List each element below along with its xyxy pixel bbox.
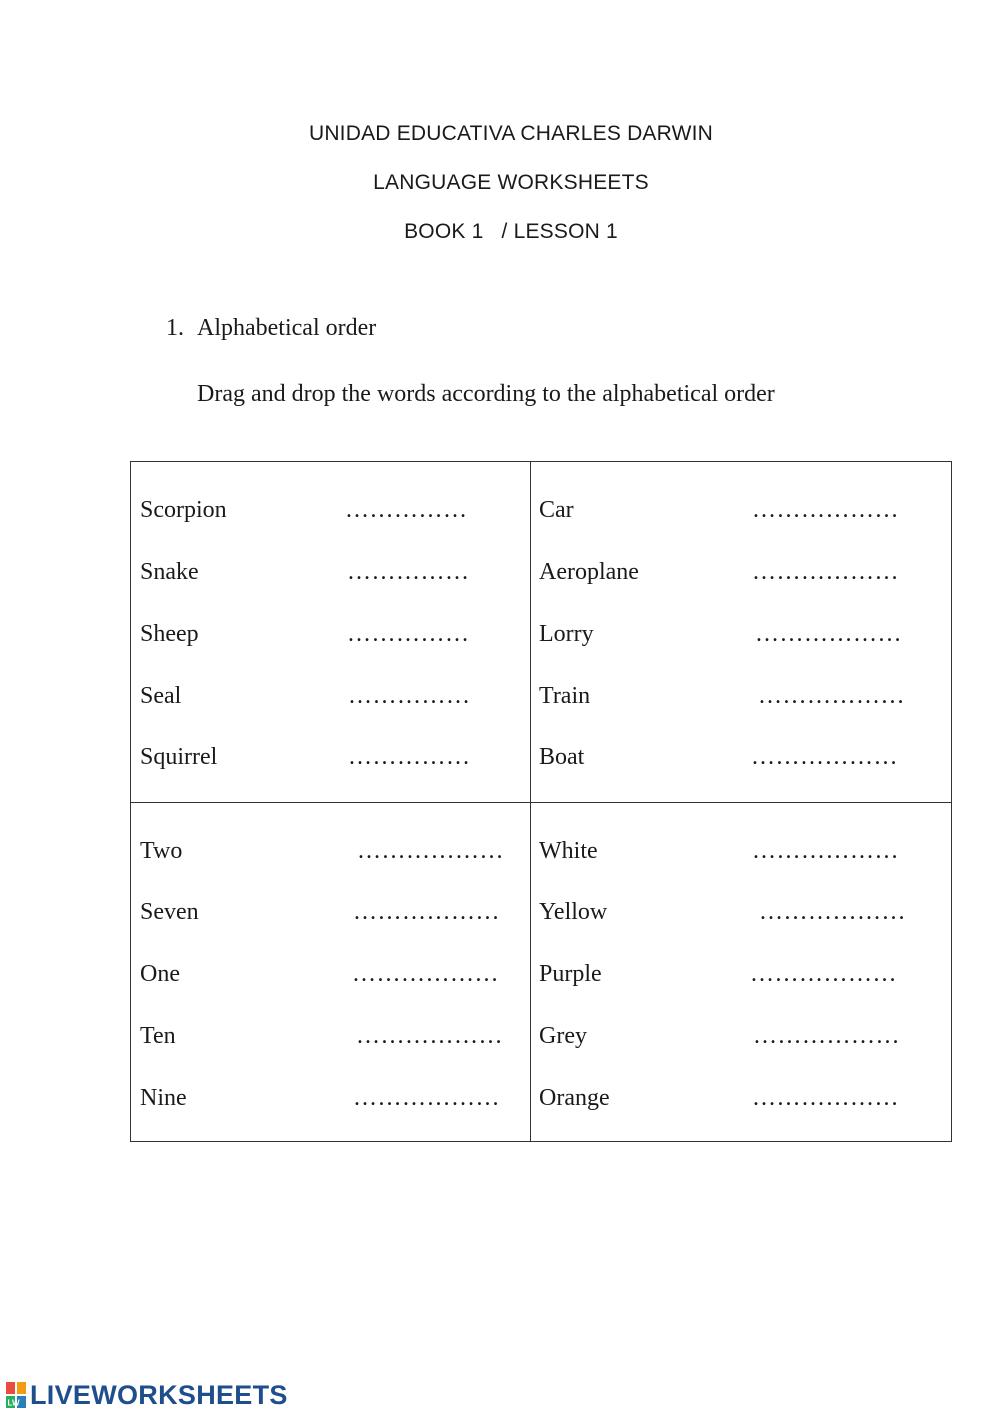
- word-grey: Grey: [539, 1023, 587, 1049]
- blank-nine[interactable]: ………………: [353, 1085, 500, 1111]
- word-lorry: Lorry: [539, 621, 594, 647]
- word-orange: Orange: [539, 1085, 610, 1111]
- word-white: White: [539, 838, 598, 864]
- section-title: Alphabetical order: [197, 315, 377, 341]
- word-two: Two: [140, 838, 183, 864]
- blank-two[interactable]: ………………: [357, 838, 504, 864]
- blank-one[interactable]: ………………: [352, 961, 499, 987]
- blank-scorpion[interactable]: ……………: [345, 497, 468, 523]
- word-seal: Seal: [140, 683, 182, 709]
- blank-boat[interactable]: ………………: [751, 744, 898, 770]
- word-ten: Ten: [140, 1023, 176, 1049]
- blank-purple[interactable]: ………………: [750, 961, 897, 987]
- school-name: UNIDAD EDUCATIVA CHARLES DARWIN: [308, 122, 714, 145]
- liveworksheets-logo[interactable]: [6, 1379, 288, 1411]
- book-lesson-line: [0, 220, 1000, 244]
- section-heading: [166, 315, 376, 342]
- word-scorpion: Scorpion: [140, 497, 227, 523]
- book-label: BOOK 1: [404, 220, 484, 243]
- table-horizontal-divider: [131, 802, 951, 803]
- blank-seven[interactable]: ………………: [353, 899, 500, 925]
- blank-yellow[interactable]: ………………: [759, 899, 906, 925]
- word-nine: Nine: [140, 1085, 187, 1111]
- blank-train[interactable]: ………………: [758, 683, 905, 709]
- word-seven: Seven: [140, 899, 199, 925]
- instruction-text: Drag and drop the words according to the alphabetical order: [197, 381, 775, 407]
- blank-snake[interactable]: ……………: [347, 559, 470, 585]
- word-sheep: Sheep: [140, 621, 199, 647]
- logo-text: LIVEWORKSHEETS: [30, 1379, 288, 1410]
- blank-aeroplane[interactable]: ………………: [752, 559, 899, 585]
- blank-orange[interactable]: ………………: [752, 1085, 899, 1111]
- worksheet-subtitle: LANGUAGE WORKSHEETS: [373, 171, 649, 194]
- word-squirrel: Squirrel: [140, 744, 218, 770]
- logo-mark-letters: LW: [7, 1398, 20, 1408]
- blank-seal[interactable]: ……………: [348, 683, 471, 709]
- blank-car[interactable]: ………………: [752, 497, 899, 523]
- liveworksheets-logo-icon: [6, 1382, 26, 1408]
- lesson-label: / LESSON 1: [501, 220, 618, 243]
- blank-squirrel[interactable]: ……………: [348, 744, 471, 770]
- word-snake: Snake: [140, 559, 199, 585]
- blank-white[interactable]: ………………: [752, 838, 899, 864]
- section-number: 1.: [166, 315, 184, 341]
- word-one: One: [140, 961, 180, 987]
- exercise-table: [130, 461, 952, 1142]
- word-train: Train: [539, 683, 591, 709]
- blank-lorry[interactable]: ………………: [755, 621, 902, 647]
- word-yellow: Yellow: [539, 899, 608, 925]
- word-purple: Purple: [539, 961, 602, 987]
- word-aeroplane: Aeroplane: [539, 559, 639, 585]
- word-car: Car: [539, 497, 574, 523]
- blank-grey[interactable]: ………………: [753, 1023, 900, 1049]
- blank-ten[interactable]: ………………: [356, 1023, 503, 1049]
- word-boat: Boat: [539, 744, 585, 770]
- blank-sheep[interactable]: ……………: [347, 621, 470, 647]
